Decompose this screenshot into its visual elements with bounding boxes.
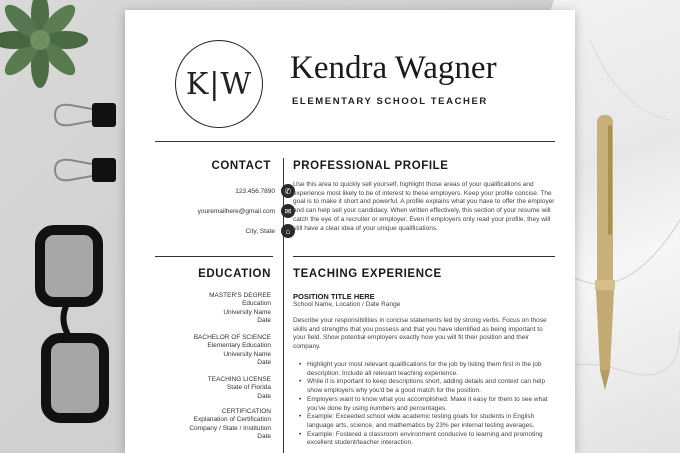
experience-bullets bbox=[301, 361, 557, 448]
position-subtitle: School Name, Location / Date Range bbox=[293, 301, 401, 308]
education-entry bbox=[189, 408, 271, 441]
bullet-item: • While it is important to keep descriptions short, adding details and context can help show employers why you'd be a good match for the position. bbox=[301, 378, 557, 395]
institution: University Name bbox=[223, 350, 271, 358]
bullet-item: • Example: Fostered a classroom environment conducive to learning and promoting excellent student/teacher interaction. bbox=[301, 431, 557, 448]
education-entry bbox=[209, 292, 271, 325]
field: Explanation of Certification bbox=[193, 416, 271, 424]
degree: CERTIFICATION bbox=[221, 408, 271, 415]
date: Date bbox=[257, 432, 271, 440]
profile-heading: PROFESSIONAL PROFILE bbox=[293, 160, 449, 172]
eyeglasses bbox=[28, 220, 118, 453]
degree: TEACHING LICENSE bbox=[207, 376, 271, 383]
column-divider bbox=[283, 158, 284, 453]
date: Date bbox=[257, 316, 271, 324]
education-heading: EDUCATION bbox=[198, 268, 271, 280]
home-icon: ⌂ bbox=[281, 224, 295, 238]
contact-phone bbox=[235, 184, 295, 198]
candidate-name: Kendra Wagner bbox=[290, 50, 497, 86]
profile-text: Use this area to quickly sell yourself, highlight those areas of your qualifications and experience most likely to be of interest to these employers. Keep your profile concise. The goal is to make it short and powerful. A profile explains what you have to offer the employer and can help sell your candidacy. When written effectively, this section of your resume will catch the eye of a recruiter or employer. Even if employers only read your profile, they will still have a clear idea of your unique qualifications. bbox=[293, 181, 555, 232]
contact-email bbox=[198, 204, 295, 218]
education-entry bbox=[208, 376, 271, 401]
resume-sheet bbox=[125, 10, 575, 453]
experience-heading: TEACHING EXPERIENCE bbox=[293, 268, 442, 280]
contact-location bbox=[245, 224, 295, 238]
divider bbox=[155, 141, 555, 142]
position-title: POSITION TITLE HERE bbox=[293, 292, 375, 301]
phone-number: 123.456.7890 bbox=[235, 187, 275, 195]
bullet-item: • Employers want to know what you accomplished. Make it easy for them to see what you've done by using numbers and percentages. bbox=[301, 396, 557, 413]
email-address: youremailhere@gmail.com bbox=[197, 207, 275, 215]
divider bbox=[293, 256, 555, 257]
binder-clip bbox=[50, 150, 120, 190]
education-entry bbox=[194, 334, 271, 367]
succulent-plant bbox=[0, 0, 110, 110]
institution: Company / State / Institution bbox=[189, 424, 271, 432]
location: City, State bbox=[245, 227, 275, 235]
degree: BACHELOR OF SCIENCE bbox=[193, 334, 271, 341]
job-title: ELEMENTARY SCHOOL TEACHER bbox=[292, 96, 488, 107]
institution: University Name bbox=[223, 308, 271, 316]
field: Elementary Education bbox=[207, 342, 271, 350]
date: Date bbox=[257, 358, 271, 366]
degree: MASTER'S DEGREE bbox=[209, 292, 271, 299]
mail-icon: ✉ bbox=[281, 204, 295, 218]
phone-icon: ✆ bbox=[281, 184, 295, 198]
field: Education bbox=[242, 300, 271, 308]
bullet-item: • Highlight your most relevant qualifications for the job by listing them first in the job description. Include all relevant teaching experience. bbox=[301, 361, 557, 378]
monogram: K|W bbox=[175, 40, 263, 128]
experience-description: Describe your responsibilities in concise statements led by strong verbs. Focus on those skills and strengths that you possess and that you have identified as being important to your field. Show potential employers exactly how you will fit their position and their company. bbox=[293, 317, 547, 351]
divider bbox=[155, 256, 273, 257]
binder-clip bbox=[50, 95, 120, 135]
gold-pen bbox=[590, 115, 620, 405]
date: Date bbox=[257, 392, 271, 400]
field: State of Florida bbox=[226, 384, 271, 392]
bullet-item: • Example: Exceeded school wide academic testing goals for students in English language arts, science, and mathematics by 23% per internal testing averages. bbox=[301, 413, 557, 430]
contact-heading: CONTACT bbox=[211, 160, 271, 172]
